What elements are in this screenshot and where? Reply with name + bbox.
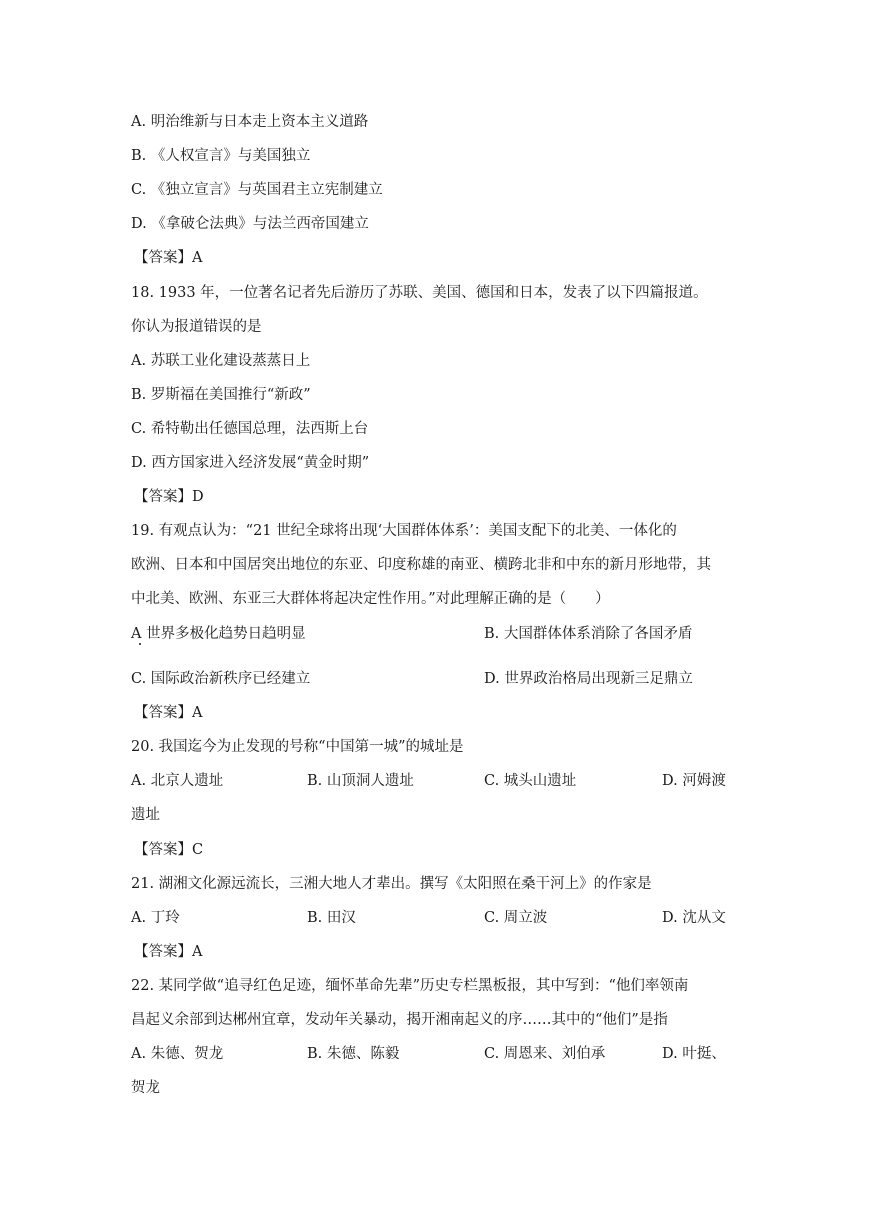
q18-option-c: C. 希特勒出任德国总理，法西斯上台	[131, 421, 369, 437]
q22-option-d: D. 叶挺、	[662, 1046, 726, 1062]
q19-option-b: B. 大国群体体系消除了各国矛盾	[484, 626, 693, 642]
q22-option-b: B. 朱德、陈毅	[307, 1046, 400, 1062]
q21-stem: 21. 湖湘文化源远流长，三湘大地人才辈出。撰写《太阳照在桑干河上》的作家是	[131, 876, 652, 892]
q20-option-a: A. 北京人遗址	[131, 773, 224, 789]
q19-stem-line-2: 欧洲、日本和中国居突出地位的东亚、印度称雄的南亚、横跨北非和中东的新月形地带，其	[131, 557, 711, 573]
q17-option-d: D. 《拿破仑法典》与法兰西帝国建立	[131, 216, 369, 232]
q22-stem-line-2: 昌起义余部到达郴州宜章，发动年关暴动，揭开湘南起义的序……其中的“他们”是指	[131, 1012, 668, 1028]
q21-option-b: B. 田汉	[307, 910, 356, 926]
q20-option-c: C. 城头山遗址	[484, 773, 577, 789]
q20-answer: 【答案】C	[134, 842, 204, 858]
q17-option-c: C. 《独立宣言》与英国君主立宪制建立	[131, 182, 383, 198]
q17-option-b: B. 《人权宣言》与美国独立	[131, 148, 311, 164]
q20-stem: 20. 我国迄今为止发现的号称“中国第一城”的城址是	[131, 739, 464, 755]
q21-answer: 【答案】A	[134, 944, 203, 960]
q19-stem-line-1: 19. 有观点认为：“21 世纪全球将出现‘大国群体体系’：美国支配下的北美、一体化的	[131, 523, 677, 539]
q22-stem-line-1: 22. 某同学做“追寻红色足迹，缅怀革命先辈”历史专栏黑板报，其中写到：“他们率领南	[131, 978, 689, 994]
q22-option-c: C. 周恩来、刘伯承	[484, 1046, 606, 1062]
q19-option-a: A 世界多极化趋势日趋明显	[131, 626, 306, 642]
q19-stem-line-3: 中北美、欧洲、东亚三大群体将起决定性作用。”对此理解正确的是（ ）	[131, 591, 610, 607]
q22-option-a: A. 朱德、贺龙	[131, 1046, 224, 1062]
q20-option-d: D. 河姆渡	[662, 773, 726, 789]
q21-option-d: D. 沈从文	[662, 910, 726, 926]
q22-option-d-wrap: 贺龙	[131, 1080, 160, 1096]
bullet-dot	[139, 643, 141, 645]
q20-option-d-wrap: 遗址	[131, 807, 160, 823]
q17-answer: 【答案】A	[134, 250, 203, 266]
q17-option-a: A. 明治维新与日本走上资本主义道路	[131, 114, 369, 130]
q18-answer: 【答案】D	[134, 489, 204, 505]
q21-option-c: C. 周立波	[484, 910, 548, 926]
q20-option-b: B. 山顶洞人遗址	[307, 773, 414, 789]
q19-answer: 【答案】A	[134, 705, 203, 721]
q18-option-a: A. 苏联工业化建设蒸蒸日上	[131, 353, 311, 369]
q18-option-b: B. 罗斯福在美国推行“新政”	[131, 387, 311, 403]
q19-option-c: C. 国际政治新秩序已经建立	[131, 671, 311, 687]
q18-option-d: D. 西方国家进入经济发展“黄金时期”	[131, 455, 370, 471]
q18-stem-line-2: 你认为报道错误的是	[131, 319, 262, 335]
q18-stem-line-1: 18. 1933 年，一位著名记者先后游历了苏联、美国、德国和日本，发表了以下四篇报道。	[131, 285, 708, 301]
q21-option-a: A. 丁玲	[131, 910, 180, 926]
q19-option-d: D. 世界政治格局出现新三足鼎立	[484, 671, 693, 687]
